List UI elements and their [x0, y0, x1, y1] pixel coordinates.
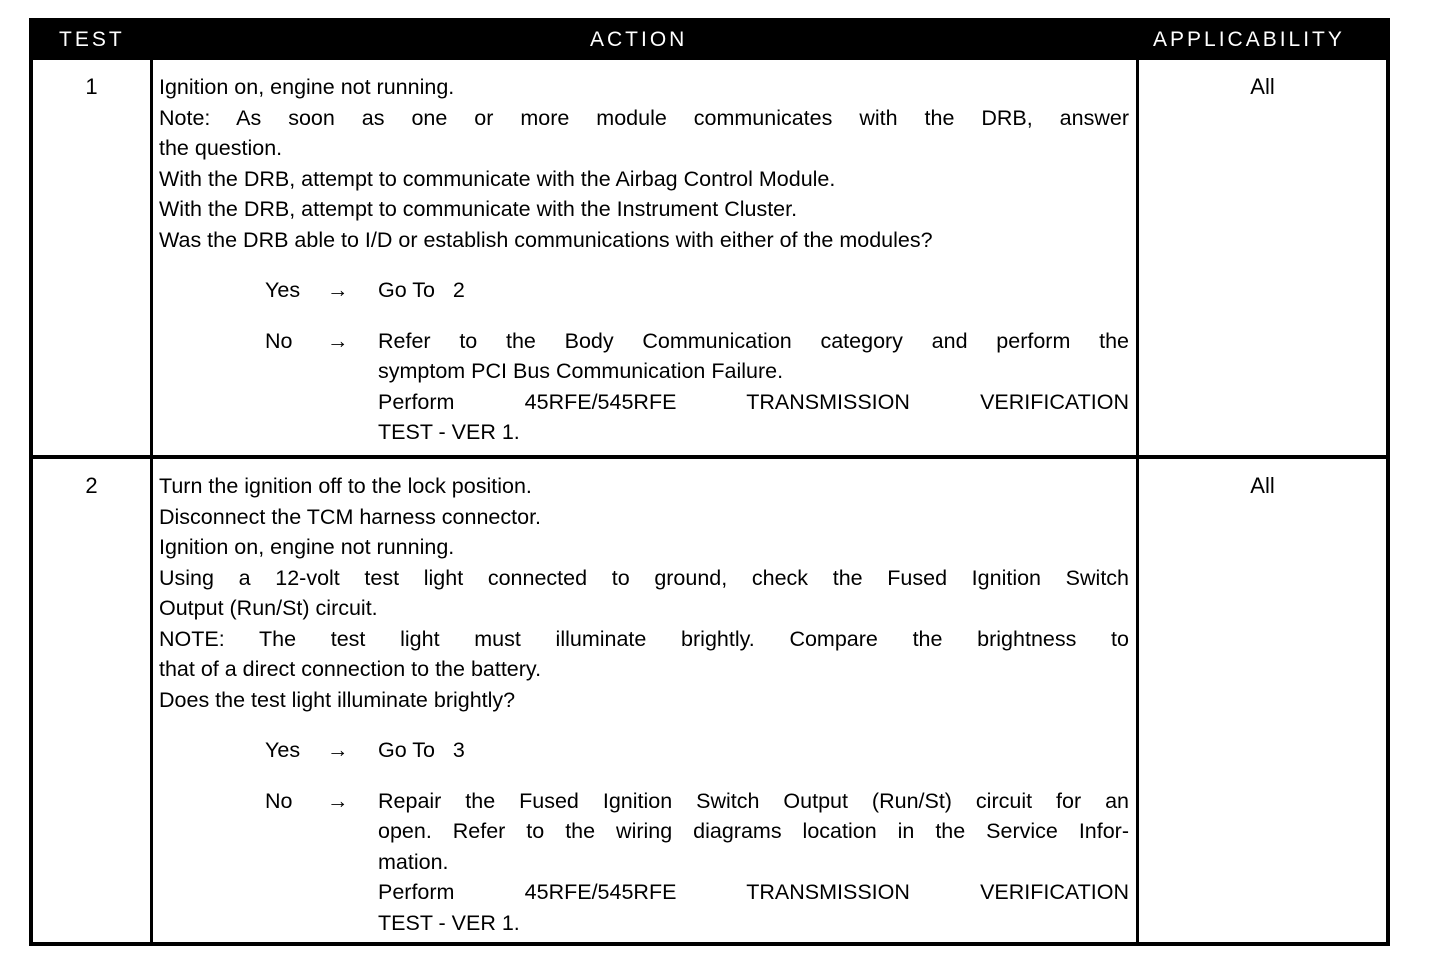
right-arrow-icon: → — [327, 278, 349, 302]
action-line: Ignition on, engine not running. — [159, 535, 455, 559]
no-label: No — [265, 788, 293, 813]
no-line: Perform 45RFE/545RFE TRANSMISSION VERIFICATION — [378, 389, 1129, 414]
applicability-value: All — [1250, 473, 1275, 498]
header-applicability: APPLICABILITY — [1153, 28, 1345, 51]
action-line: Turn the ignition off to the lock position. — [159, 474, 532, 498]
header-test: TEST — [59, 28, 125, 51]
yes-label: Yes — [265, 738, 301, 762]
no-line: symptom PCI Bus Communication Failure. — [378, 359, 784, 383]
yes-label: Yes — [265, 278, 301, 302]
applicability-value: All — [1250, 74, 1275, 99]
yes-goto: Go To 3 — [378, 738, 465, 762]
header-action: ACTION — [590, 28, 688, 51]
no-response — [159, 326, 1129, 448]
action-cell — [159, 72, 1129, 448]
yes-goto: Go To 2 — [378, 278, 465, 302]
table-row-test-2 — [33, 459, 1386, 946]
no-response — [159, 786, 1129, 939]
no-line: TEST - VER 1. — [378, 420, 520, 444]
action-line: that of a direct connection to the battery. — [159, 657, 542, 681]
right-arrow-icon: → — [327, 788, 349, 813]
right-arrow-icon: → — [327, 328, 349, 353]
action-cell — [159, 471, 1129, 938]
action-line: Ignition on, engine not running. — [159, 75, 455, 99]
diagnostic-test-table — [29, 18, 1390, 946]
action-line: Disconnect the TCM harness connector. — [159, 504, 542, 529]
action-line: With the DRB, attempt to communicate with the Instrument Cluster. — [159, 197, 798, 221]
action-line: the question. — [159, 136, 283, 160]
action-line: NOTE: The test light must illuminate brightly. Compare the brightness to — [159, 626, 1129, 651]
action-line: With the DRB, attempt to communicate with the Airbag Control Module. — [159, 166, 836, 191]
no-label: No — [265, 328, 293, 353]
no-line: Refer to the Body Communication category and perform the — [378, 328, 1129, 353]
no-line: Perform 45RFE/545RFE TRANSMISSION VERIFICATION — [378, 880, 1129, 904]
no-line: mation. — [378, 849, 449, 874]
table-header — [33, 22, 1386, 60]
yes-response — [159, 275, 1129, 306]
action-line: Using a 12-volt test light connected to ground, check the Fused Ignition Switch — [159, 565, 1129, 590]
test-number: 2 — [85, 473, 98, 498]
no-line: TEST - VER 1. — [378, 910, 520, 935]
yes-response — [159, 735, 1129, 766]
no-line: open. Refer to the wiring diagrams location in the Service Infor- — [378, 819, 1129, 843]
no-line: Repair the Fused Ignition Switch Output (Run/St) circuit for an — [378, 788, 1129, 813]
right-arrow-icon: → — [327, 738, 349, 762]
test-number: 1 — [85, 74, 98, 99]
action-line: Does the test light illuminate brightly? — [159, 687, 516, 712]
table-row-test-1 — [33, 60, 1386, 455]
action-line: Note: As soon as one or more module communicates with the DRB, answer — [159, 105, 1129, 130]
action-line: Output (Run/St) circuit. — [159, 596, 378, 620]
action-line: Was the DRB able to I/D or establish communications with either of the modules? — [159, 227, 933, 252]
